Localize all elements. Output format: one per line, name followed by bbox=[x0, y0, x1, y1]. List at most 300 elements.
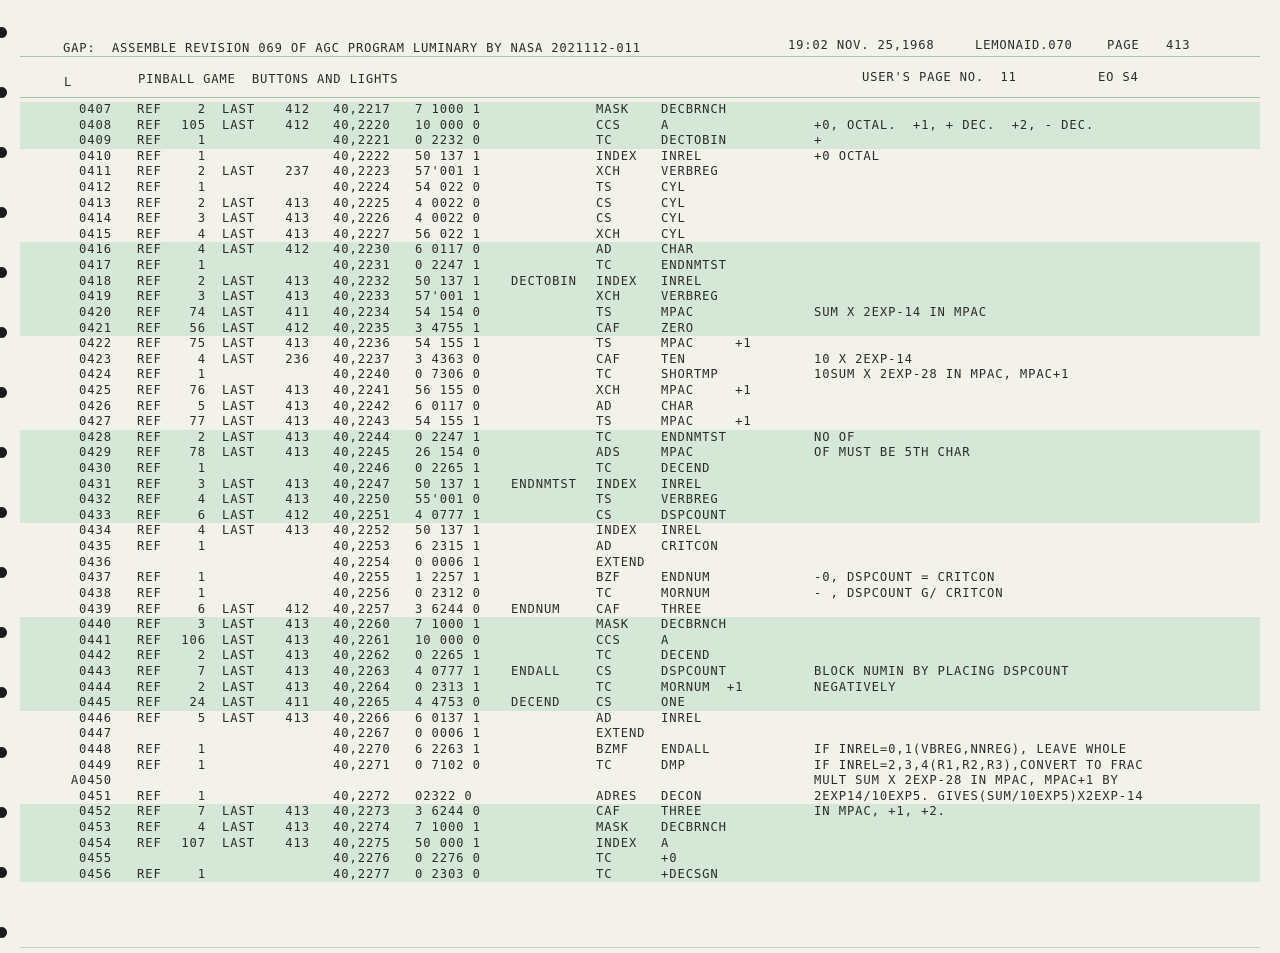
opcode: TC bbox=[596, 133, 613, 148]
address: 40,2223 bbox=[333, 164, 391, 179]
punch-hole bbox=[0, 687, 7, 698]
operand: VERBREG bbox=[661, 164, 719, 179]
listing-row bbox=[20, 289, 1260, 305]
ref-keyword: REF bbox=[137, 226, 162, 241]
address: 40,2221 bbox=[333, 133, 391, 148]
line-number: 0441 bbox=[79, 632, 112, 647]
operand: VERBREG bbox=[661, 289, 719, 304]
opcode: TC bbox=[596, 757, 613, 772]
comment: + bbox=[814, 133, 823, 148]
listing-row bbox=[20, 820, 1260, 836]
ref-keyword: REF bbox=[137, 679, 162, 694]
last-page: 412 bbox=[285, 117, 310, 132]
section-title: PINBALL GAME BUTTONS AND LIGHTS bbox=[138, 72, 399, 86]
listing-row bbox=[20, 180, 1260, 196]
listing-row bbox=[20, 164, 1260, 180]
last-page: 413 bbox=[285, 632, 310, 647]
listing-row bbox=[20, 118, 1260, 134]
ref-keyword: REF bbox=[137, 304, 162, 319]
octal-word: 3 4363 0 bbox=[415, 351, 481, 366]
operand: ENDNUM bbox=[661, 570, 711, 585]
opcode: INDEX bbox=[596, 476, 638, 491]
ref-keyword: REF bbox=[137, 242, 162, 257]
listing-row bbox=[20, 461, 1260, 477]
octal-word: 4 0022 0 bbox=[415, 211, 481, 226]
ref-keyword: REF bbox=[137, 507, 162, 522]
address: 40,2273 bbox=[333, 804, 391, 819]
address: 40,2234 bbox=[333, 304, 391, 319]
last-keyword: LAST bbox=[222, 820, 255, 835]
line-number: 0442 bbox=[79, 648, 112, 663]
line-number: 0417 bbox=[79, 258, 112, 273]
punch-hole bbox=[0, 507, 7, 518]
listing-row bbox=[20, 336, 1260, 352]
ref-count: 4 bbox=[197, 351, 206, 366]
line-number: 0445 bbox=[79, 695, 112, 710]
opcode: TC bbox=[596, 679, 613, 694]
address: 40,2253 bbox=[333, 539, 391, 554]
ref-keyword: REF bbox=[137, 523, 162, 538]
listing-row bbox=[20, 305, 1260, 321]
ref-keyword: REF bbox=[137, 351, 162, 366]
opcode: CCS bbox=[596, 117, 621, 132]
opcode: ADS bbox=[596, 445, 621, 460]
octal-word: 7 1000 1 bbox=[415, 617, 481, 632]
ref-keyword: REF bbox=[137, 663, 162, 678]
address: 40,2276 bbox=[333, 851, 391, 866]
operand: THREE bbox=[661, 804, 703, 819]
ref-keyword: REF bbox=[137, 539, 162, 554]
address: 40,2256 bbox=[333, 585, 391, 600]
opcode: CAF bbox=[596, 601, 621, 616]
address: 40,2241 bbox=[333, 382, 391, 397]
last-page: 412 bbox=[285, 242, 310, 257]
listing-row bbox=[20, 414, 1260, 430]
ref-keyword: REF bbox=[137, 382, 162, 397]
last-page: 413 bbox=[285, 648, 310, 663]
ref-keyword: REF bbox=[137, 617, 162, 632]
operand: INREL bbox=[661, 710, 703, 725]
opcode: TC bbox=[596, 367, 613, 382]
last-page: 412 bbox=[285, 102, 310, 116]
ref-count: 2 bbox=[197, 648, 206, 663]
last-keyword: LAST bbox=[222, 102, 255, 116]
listing-row bbox=[20, 149, 1260, 165]
operand: CYL bbox=[661, 195, 686, 210]
last-page: 413 bbox=[285, 835, 310, 850]
last-page: 412 bbox=[285, 601, 310, 616]
operand: CYL bbox=[661, 226, 686, 241]
octal-word: 10 000 0 bbox=[415, 117, 481, 132]
ref-keyword: REF bbox=[137, 273, 162, 288]
address: 40,2272 bbox=[333, 788, 391, 803]
opcode: EXTEND bbox=[596, 554, 646, 569]
last-keyword: LAST bbox=[222, 445, 255, 460]
octal-word: 0 2303 0 bbox=[415, 866, 481, 881]
header-rule bbox=[20, 97, 1260, 98]
listing-row bbox=[20, 133, 1260, 149]
ref-keyword: REF bbox=[137, 164, 162, 179]
operand: MORNUM +1 bbox=[661, 679, 744, 694]
octal-word: 57'001 1 bbox=[415, 164, 481, 179]
opcode: AD bbox=[596, 710, 613, 725]
ref-count: 105 bbox=[181, 117, 206, 132]
ref-count: 6 bbox=[197, 601, 206, 616]
octal-word: 50 000 1 bbox=[415, 835, 481, 850]
octal-word: 0 7102 0 bbox=[415, 757, 481, 772]
ref-count: 1 bbox=[197, 133, 206, 148]
listing-row bbox=[20, 242, 1260, 258]
ref-count: 1 bbox=[197, 461, 206, 476]
address: 40,2260 bbox=[333, 617, 391, 632]
opcode: MASK bbox=[596, 102, 629, 116]
octal-word: 0 2312 0 bbox=[415, 585, 481, 600]
address: 40,2252 bbox=[333, 523, 391, 538]
ref-keyword: REF bbox=[137, 695, 162, 710]
last-keyword: LAST bbox=[222, 398, 255, 413]
last-page: 413 bbox=[285, 414, 310, 429]
punch-hole bbox=[0, 27, 7, 38]
octal-word: 7 1000 1 bbox=[415, 820, 481, 835]
ref-count: 2 bbox=[197, 273, 206, 288]
listing-row bbox=[20, 617, 1260, 633]
line-number: 0432 bbox=[79, 492, 112, 507]
listing-row bbox=[20, 867, 1260, 883]
ref-keyword: REF bbox=[137, 336, 162, 351]
ref-count: 2 bbox=[197, 195, 206, 210]
ref-keyword: REF bbox=[137, 741, 162, 756]
line-number: 0455 bbox=[79, 851, 112, 866]
operand: MPAC +1 bbox=[661, 414, 752, 429]
ref-keyword: REF bbox=[137, 117, 162, 132]
assemble-header: GAP: ASSEMBLE REVISION 069 OF AGC PROGRAM LUMINARY BY NASA 2021112-011 bbox=[63, 41, 641, 55]
listing-row bbox=[20, 196, 1260, 212]
octal-word: 4 0777 1 bbox=[415, 663, 481, 678]
operand: A bbox=[661, 835, 670, 850]
punch-hole bbox=[0, 807, 7, 818]
listing-row bbox=[20, 555, 1260, 571]
comment: +0 OCTAL bbox=[814, 148, 880, 163]
last-page: 413 bbox=[285, 398, 310, 413]
operand: +0 bbox=[661, 851, 678, 866]
opcode: TS bbox=[596, 180, 613, 195]
punch-hole bbox=[0, 747, 7, 758]
ref-count: 3 bbox=[197, 617, 206, 632]
address: 40,2240 bbox=[333, 367, 391, 382]
last-keyword: LAST bbox=[222, 211, 255, 226]
ref-count: 56 bbox=[189, 320, 206, 335]
header-rule bbox=[20, 56, 1260, 57]
last-keyword: LAST bbox=[222, 492, 255, 507]
ref-keyword: REF bbox=[137, 367, 162, 382]
line-number: 0443 bbox=[79, 663, 112, 678]
ref-count: 7 bbox=[197, 663, 206, 678]
opcode: TC bbox=[596, 461, 613, 476]
opcode: TS bbox=[596, 414, 613, 429]
ref-count: 1 bbox=[197, 258, 206, 273]
address: 40,2247 bbox=[333, 476, 391, 491]
listing-row bbox=[20, 789, 1260, 805]
ref-keyword: REF bbox=[137, 320, 162, 335]
octal-word: 10 000 0 bbox=[415, 632, 481, 647]
line-number: 0428 bbox=[79, 429, 112, 444]
listing-row bbox=[20, 508, 1260, 524]
opcode: BZF bbox=[596, 570, 621, 585]
octal-word: 7 1000 1 bbox=[415, 102, 481, 116]
operand: ENDNMTST bbox=[661, 429, 727, 444]
ref-keyword: REF bbox=[137, 632, 162, 647]
address: 40,2222 bbox=[333, 148, 391, 163]
last-keyword: LAST bbox=[222, 414, 255, 429]
last-keyword: LAST bbox=[222, 507, 255, 522]
eo-marker: EO S4 bbox=[1098, 70, 1139, 84]
operand: DECTOBIN bbox=[661, 133, 727, 148]
ref-count: 1 bbox=[197, 367, 206, 382]
last-page: 413 bbox=[285, 820, 310, 835]
address: 40,2274 bbox=[333, 820, 391, 835]
ref-count: 75 bbox=[189, 336, 206, 351]
comment: 10 X 2EXP-14 bbox=[814, 351, 913, 366]
last-page: 413 bbox=[285, 804, 310, 819]
octal-word: 50 137 1 bbox=[415, 523, 481, 538]
last-page: 413 bbox=[285, 663, 310, 678]
comment: SUM X 2EXP-14 IN MPAC bbox=[814, 304, 987, 319]
ref-count: 7 bbox=[197, 804, 206, 819]
listing-row bbox=[20, 227, 1260, 243]
last-page: 413 bbox=[285, 679, 310, 694]
line-number: 0411 bbox=[79, 164, 112, 179]
ref-count: 3 bbox=[197, 289, 206, 304]
comment: BLOCK NUMIN BY PLACING DSPCOUNT bbox=[814, 663, 1070, 678]
last-keyword: LAST bbox=[222, 226, 255, 241]
comment: OF MUST BE 5TH CHAR bbox=[814, 445, 971, 460]
octal-word: 56 155 0 bbox=[415, 382, 481, 397]
octal-word: 26 154 0 bbox=[415, 445, 481, 460]
operand: DECBRNCH bbox=[661, 102, 727, 116]
line-number: 0449 bbox=[79, 757, 112, 772]
ref-count: 2 bbox=[197, 429, 206, 444]
listing-marker: L bbox=[64, 75, 73, 89]
opcode: BZMF bbox=[596, 741, 629, 756]
last-page: 413 bbox=[285, 445, 310, 460]
operand: A bbox=[661, 632, 670, 647]
address: 40,2220 bbox=[333, 117, 391, 132]
ref-count: 106 bbox=[181, 632, 206, 647]
address: 40,2266 bbox=[333, 710, 391, 725]
punch-hole bbox=[0, 87, 7, 98]
opcode: CAF bbox=[596, 320, 621, 335]
ref-keyword: REF bbox=[137, 570, 162, 585]
address: 40,2275 bbox=[333, 835, 391, 850]
operand: A bbox=[661, 117, 670, 132]
octal-word: 0 2276 0 bbox=[415, 851, 481, 866]
opcode: ADRES bbox=[596, 788, 638, 803]
symbol-label: DECEND bbox=[511, 695, 561, 710]
listing-row bbox=[20, 633, 1260, 649]
listing-row bbox=[20, 445, 1260, 461]
ref-keyword: REF bbox=[137, 429, 162, 444]
operand: DSPCOUNT bbox=[661, 663, 727, 678]
last-keyword: LAST bbox=[222, 648, 255, 663]
ref-count: 76 bbox=[189, 382, 206, 397]
octal-word: 54 022 0 bbox=[415, 180, 481, 195]
listing-row bbox=[20, 804, 1260, 820]
line-number: 0409 bbox=[79, 133, 112, 148]
octal-word: 6 2263 1 bbox=[415, 741, 481, 756]
ref-count: 1 bbox=[197, 757, 206, 772]
opcode: XCH bbox=[596, 164, 621, 179]
last-keyword: LAST bbox=[222, 695, 255, 710]
line-number: 0426 bbox=[79, 398, 112, 413]
opcode: CS bbox=[596, 195, 613, 210]
opcode: TC bbox=[596, 429, 613, 444]
opcode: TC bbox=[596, 648, 613, 663]
punch-hole bbox=[0, 207, 7, 218]
address: 40,2243 bbox=[333, 414, 391, 429]
line-number: 0424 bbox=[79, 367, 112, 382]
last-page: 413 bbox=[285, 492, 310, 507]
octal-word: 54 154 0 bbox=[415, 304, 481, 319]
operand: DMP bbox=[661, 757, 686, 772]
last-page: 413 bbox=[285, 226, 310, 241]
line-number: 0422 bbox=[79, 336, 112, 351]
opcode: INDEX bbox=[596, 148, 638, 163]
line-number: 0437 bbox=[79, 570, 112, 585]
last-page: 236 bbox=[285, 351, 310, 366]
line-number: 0451 bbox=[79, 788, 112, 803]
opcode: XCH bbox=[596, 289, 621, 304]
line-number: 0430 bbox=[79, 461, 112, 476]
ref-keyword: REF bbox=[137, 585, 162, 600]
last-keyword: LAST bbox=[222, 351, 255, 366]
ref-count: 1 bbox=[197, 180, 206, 195]
last-keyword: LAST bbox=[222, 476, 255, 491]
line-number: 0425 bbox=[79, 382, 112, 397]
operand: CYL bbox=[661, 211, 686, 226]
octal-word: 4 0777 1 bbox=[415, 507, 481, 522]
listing-row bbox=[20, 602, 1260, 618]
symbol-label: ENDNUM bbox=[511, 601, 561, 616]
address: 40,2270 bbox=[333, 741, 391, 756]
ref-count: 4 bbox=[197, 492, 206, 507]
operand: INREL bbox=[661, 523, 703, 538]
opcode: AD bbox=[596, 539, 613, 554]
opcode: INDEX bbox=[596, 273, 638, 288]
listing-row bbox=[20, 211, 1260, 227]
opcode: CS bbox=[596, 663, 613, 678]
line-number: 0434 bbox=[79, 523, 112, 538]
last-keyword: LAST bbox=[222, 320, 255, 335]
octal-word: 1 2257 1 bbox=[415, 570, 481, 585]
last-keyword: LAST bbox=[222, 523, 255, 538]
operand: ENDNMTST bbox=[661, 258, 727, 273]
ref-count: 78 bbox=[189, 445, 206, 460]
address: 40,2246 bbox=[333, 461, 391, 476]
page-number: 413 bbox=[1166, 38, 1191, 52]
ref-count: 4 bbox=[197, 523, 206, 538]
ref-count: 74 bbox=[189, 304, 206, 319]
last-page: 411 bbox=[285, 304, 310, 319]
listing-row bbox=[20, 742, 1260, 758]
listing-row bbox=[20, 477, 1260, 493]
comment: NEGATIVELY bbox=[814, 679, 897, 694]
opcode: MASK bbox=[596, 617, 629, 632]
punch-hole bbox=[0, 267, 7, 278]
line-number: 0444 bbox=[79, 679, 112, 694]
opcode: MASK bbox=[596, 820, 629, 835]
listing-row bbox=[20, 758, 1260, 774]
ref-keyword: REF bbox=[137, 102, 162, 116]
line-number: 0439 bbox=[79, 601, 112, 616]
line-number: 0412 bbox=[79, 180, 112, 195]
ref-keyword: REF bbox=[137, 289, 162, 304]
octal-word: 57'001 1 bbox=[415, 289, 481, 304]
ref-count: 1 bbox=[197, 866, 206, 881]
last-keyword: LAST bbox=[222, 273, 255, 288]
operand: DECEND bbox=[661, 461, 711, 476]
symbol-label: ENDALL bbox=[511, 663, 561, 678]
octal-word: 0 2247 1 bbox=[415, 258, 481, 273]
last-page: 412 bbox=[285, 507, 310, 522]
operand: SHORTMP bbox=[661, 367, 719, 382]
ref-count: 6 bbox=[197, 507, 206, 522]
last-keyword: LAST bbox=[222, 679, 255, 694]
octal-word: 6 0117 0 bbox=[415, 398, 481, 413]
last-page: 413 bbox=[285, 523, 310, 538]
ref-count: 107 bbox=[181, 835, 206, 850]
last-keyword: LAST bbox=[222, 835, 255, 850]
line-number: 0420 bbox=[79, 304, 112, 319]
ref-keyword: REF bbox=[137, 820, 162, 835]
ref-keyword: REF bbox=[137, 398, 162, 413]
address: 40,2232 bbox=[333, 273, 391, 288]
last-page: 413 bbox=[285, 211, 310, 226]
opcode: TS bbox=[596, 492, 613, 507]
last-keyword: LAST bbox=[222, 429, 255, 444]
operand: DECEND bbox=[661, 648, 711, 663]
ref-count: 1 bbox=[197, 788, 206, 803]
opcode: INDEX bbox=[596, 523, 638, 538]
last-keyword: LAST bbox=[222, 601, 255, 616]
line-number: A0450 bbox=[70, 773, 112, 788]
line-number: 0408 bbox=[79, 117, 112, 132]
line-number: 0456 bbox=[79, 866, 112, 881]
line-number: 0448 bbox=[79, 741, 112, 756]
opcode: CS bbox=[596, 211, 613, 226]
last-page: 413 bbox=[285, 289, 310, 304]
last-keyword: LAST bbox=[222, 663, 255, 678]
listing-row bbox=[20, 367, 1260, 383]
punch-hole bbox=[0, 327, 7, 338]
octal-word: 54 155 1 bbox=[415, 414, 481, 429]
octal-word: 0 0006 1 bbox=[415, 554, 481, 569]
line-number: 0423 bbox=[79, 351, 112, 366]
ref-keyword: REF bbox=[137, 648, 162, 663]
ref-count: 1 bbox=[197, 741, 206, 756]
punch-hole bbox=[0, 387, 7, 398]
octal-word: 50 137 1 bbox=[415, 148, 481, 163]
line-number: 0415 bbox=[79, 226, 112, 241]
punch-hole bbox=[0, 567, 7, 578]
listing-row bbox=[20, 836, 1260, 852]
ref-keyword: REF bbox=[137, 866, 162, 881]
octal-word: 3 4755 1 bbox=[415, 320, 481, 335]
listing-row bbox=[20, 648, 1260, 664]
octal-word: 55'001 0 bbox=[415, 492, 481, 507]
punch-hole bbox=[0, 447, 7, 458]
opcode: TC bbox=[596, 258, 613, 273]
ref-keyword: REF bbox=[137, 445, 162, 460]
